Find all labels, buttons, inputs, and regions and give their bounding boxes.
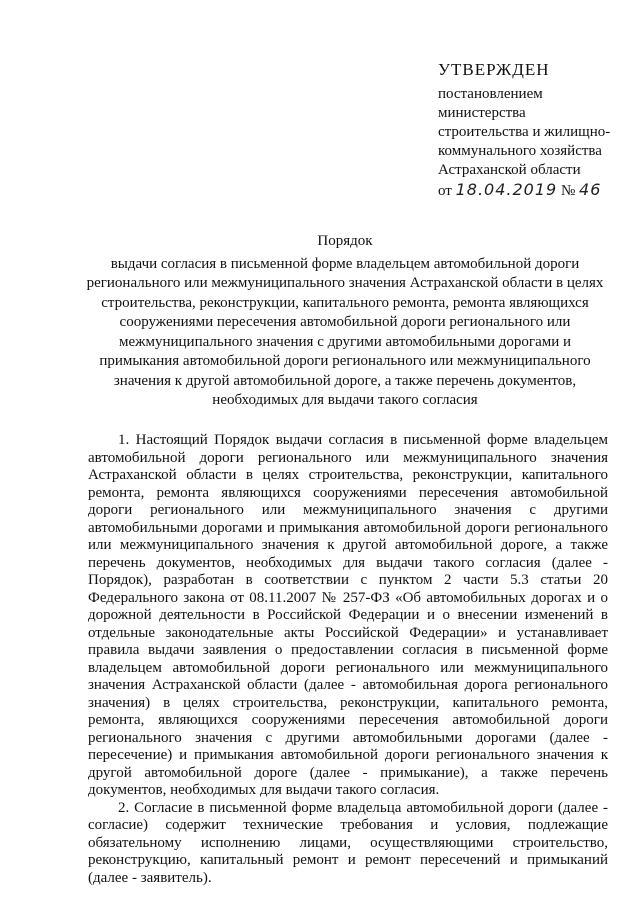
approval-line: коммунального хозяйства: [438, 143, 602, 159]
handwritten-number: 46: [579, 180, 602, 199]
handwritten-date: 18.04.2019: [455, 180, 558, 199]
document-body: [88, 432, 608, 887]
approval-block: [438, 60, 638, 201]
approval-title: УТВЕРЖДЕН: [438, 60, 550, 79]
date-prefix: от: [438, 183, 452, 199]
number-label: №: [560, 183, 576, 199]
paragraph: 2. Согласие в письменной форме владельца автомобильной дороги (далее - согласие) содержит технические требования и условия, подлежащие обязательному исполнению лицами, осуществляющими строительство, реконструкцию, капитальный ремонт и ремонт пересечений и примыканий (далее - заявитель).: [88, 799, 608, 886]
approval-line: министерства: [438, 105, 526, 121]
approval-line: строительства и жилищно-: [438, 124, 611, 140]
document-heading: Порядок: [317, 233, 373, 249]
document-subtitle: выдачи согласия в письменной форме владельцем автомобильной дороги регионального или межмуниципального значения Астраханской области в целях строительства, реконструкции, капитального ремонта, ремонта являющихся сооружениями пересечения автомобильной дороги регионального или межмуниципального значения с другими автомобильными дорогами и примыкания автомобильной дороги регионального или межмуниципального значения к другой автомобильной дороге, а также перечень документов, необходимых для выдачи такого согласия: [86, 255, 604, 408]
approval-line: постановлением: [438, 86, 543, 102]
approval-date-line: [438, 180, 638, 201]
document-title-block: [80, 232, 610, 411]
approval-line: Астраханской области: [438, 162, 581, 178]
paragraph: 1. Настоящий Порядок выдачи согласия в письменной форме владельцем автомобильной дороги регионального или межмуниципального значения Астраханской области в целях строительства, реконструкции, капитального ремонта, ремонта являющихся сооружениями пересечения автомобильной дороги регионального или межмуниципального значения с другими автомобильными дорогами и примыкания автомобильной дороги регионального или межмуниципального значения к другой автомобильной дороге, а также перечень документов, необходимых для выдачи такого согласия (далее - Порядок), разработан в соответствии с пунктом 2 части 5.3 статьи 20 Федерального закона от 08.11.2007 № 257-ФЗ «Об автомобильных дорогах и о дорожной деятельности в Российской Федерации и о внесении изменений в отдельные законодательные акты Российской Федерации» и устанавливает правила выдачи заявления о предоставлении согласия в письменной форме владельцем автомобильной дороги регионального или межмуниципального значения Астраханской области (далее - автомобильная дорога регионального значения) в целях строительства, реконструкции, капитального ремонта, ремонта, являющихся сооружениями пересечения автомобильной дороги регионального значения с другими автомобильными дорогами (далее - пересечение) и примыкания автомобильной дороги регионального значения к другой автомобильной дороге (далее - примыкание), а также перечень документов, необходимых для выдачи такого согласия.: [88, 432, 608, 798]
